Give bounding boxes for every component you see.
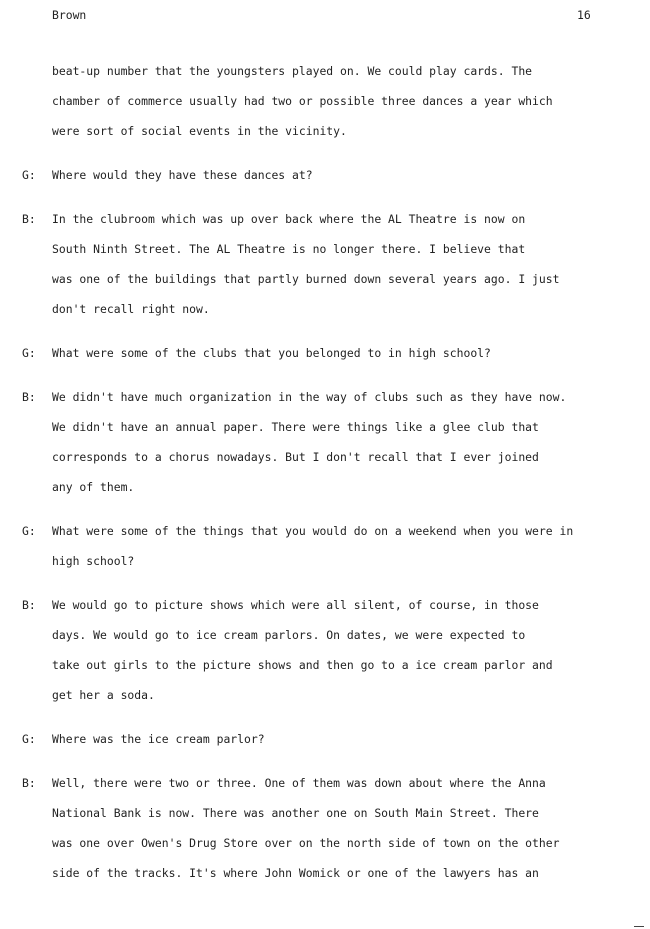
- speaker-label: G:: [22, 346, 36, 360]
- speaker-label: B:: [22, 390, 36, 404]
- transcript-line: were sort of social events in the vicinity.: [52, 124, 347, 138]
- transcript-line: side of the tracks. It's where John Womick or one of the lawyers has an: [52, 866, 539, 880]
- transcript-line: any of them.: [52, 480, 135, 494]
- transcript-line: Where was the ice cream parlor?: [52, 732, 265, 746]
- speaker-label: B:: [22, 776, 36, 790]
- transcript-line: Where would they have these dances at?: [52, 168, 313, 182]
- speaker-label: G:: [22, 168, 36, 182]
- transcript-line: National Bank is now. There was another one on South Main Street. There: [52, 806, 539, 820]
- speaker-label: G:: [22, 524, 36, 538]
- transcript-line: don't recall right now.: [52, 302, 210, 316]
- transcript-line: get her a soda.: [52, 688, 155, 702]
- transcript-line: days. We would go to ice cream parlors. On dates, we were expected to: [52, 628, 526, 642]
- transcript-line: chamber of commerce usually had two or possible three dances a year which: [52, 94, 553, 108]
- transcript-line: What were some of the clubs that you belonged to in high school?: [52, 346, 491, 360]
- transcript-line: was one over Owen's Drug Store over on the north side of town on the other: [52, 836, 560, 850]
- transcript-line: We didn't have much organization in the way of clubs such as they have now.: [52, 390, 567, 404]
- speaker-label: B:: [22, 212, 36, 226]
- transcript-line: Well, there were two or three. One of them was down about where the Anna: [52, 776, 546, 790]
- transcript-line: We didn't have an annual paper. There were things like a glee club that: [52, 420, 539, 434]
- running-header-name: Brown: [52, 8, 87, 22]
- transcript-line: corresponds to a chorus nowadays. But I don't recall that I ever joined: [52, 450, 539, 464]
- transcript-line: We would go to picture shows which were all silent, of course, in those: [52, 598, 539, 612]
- speaker-label: B:: [22, 598, 36, 612]
- edge-mark: [634, 926, 644, 927]
- transcript-line: take out girls to the picture shows and then go to a ice cream parlor and: [52, 658, 553, 672]
- transcript-line: What were some of the things that you would do on a weekend when you were in: [52, 524, 574, 538]
- transcript-line: South Ninth Street. The AL Theatre is no longer there. I believe that: [52, 242, 526, 256]
- speaker-label: G:: [22, 732, 36, 746]
- transcript-line: beat-up number that the youngsters played on. We could play cards. The: [52, 64, 533, 78]
- transcript-line: high school?: [52, 554, 135, 568]
- transcript-line: was one of the buildings that partly burned down several years ago. I just: [52, 272, 560, 286]
- page-number: 16: [577, 8, 591, 22]
- transcript-line: In the clubroom which was up over back where the AL Theatre is now on: [52, 212, 526, 226]
